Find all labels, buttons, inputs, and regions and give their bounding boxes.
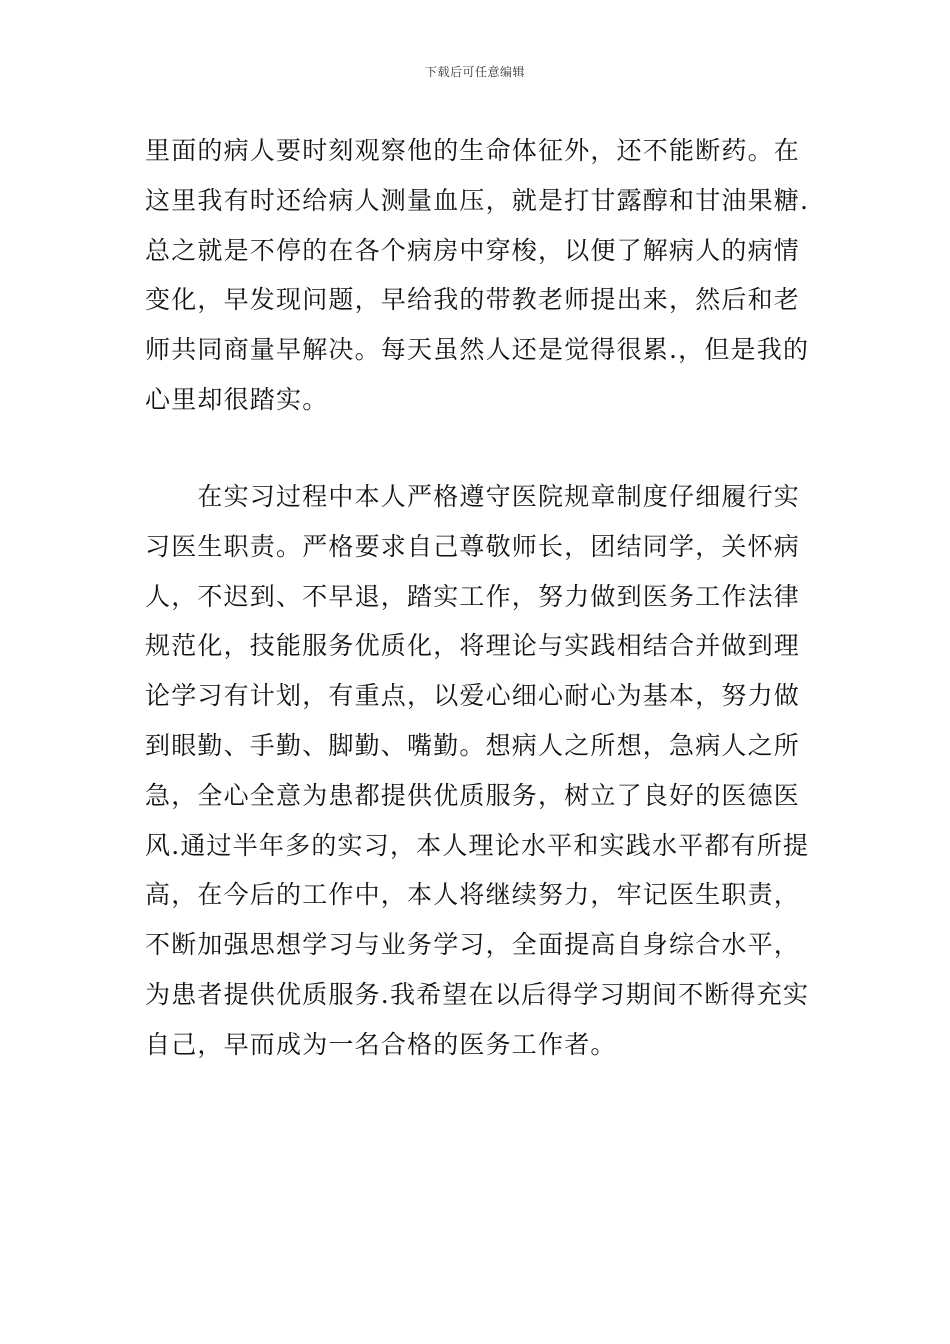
text-line: 变化，早发现问题，早给我的带教老师提出来，然后和老 (145, 285, 801, 315)
text-line: 人，不迟到、不早退，踏实工作，努力做到医务工作法律 (145, 581, 801, 611)
text-line: 在实习过程中本人严格遵守医院规章制度仔细履行实 (145, 482, 801, 511)
text-line: 习医生职责。严格要求自己尊敬师长，团结同学，关怀病 (145, 531, 801, 561)
text-line: 师共同商量早解决。每天虽然人还是觉得很累.，但是我的 (145, 335, 810, 365)
text-line: 心里却很踏实。 (145, 384, 329, 414)
text-line: 风.通过半年多的实习，本人理论水平和实践水平都有所提 (145, 830, 810, 860)
text-line: 不断加强思想学习与业务学习，全面提高自身综合水平， (145, 930, 801, 960)
paragraph-1 (145, 126, 810, 425)
text-line: 急，全心全意为患都提供优质服务，树立了良好的医德医 (145, 780, 801, 810)
text-line: 为患者提供优质服务.我希望在以后得学习期间不断得充实 (145, 979, 810, 1009)
text-line: 高，在今后的工作中，本人将继续努力，牢记医生职责， (145, 880, 801, 910)
page-header: 下载后可任意编辑 (424, 65, 525, 79)
text-line: 规范化，技能服务优质化，将理论与实践相结合并做到理 (145, 631, 801, 661)
text-line: 论学习有计划，有重点，以爱心细心耐心为基本，努力做 (145, 681, 801, 711)
text-line: 到眼勤、手勤、脚勤、嘴勤。想病人之所想，急病人之所 (145, 730, 801, 760)
text-line: 自己，早而成为一名合格的医务工作者。 (145, 1029, 617, 1059)
text-line: 这里我有时还给病人测量血压，就是打甘露醇和甘油果糖. (145, 185, 810, 215)
text-line: 总之就是不停的在各个病房中穿梭，以便了解病人的病情 (145, 235, 801, 265)
paragraph-2 (145, 472, 810, 1070)
text-line: 里面的病人要时刻观察他的生命体征外，还不能断药。在 (145, 136, 801, 165)
